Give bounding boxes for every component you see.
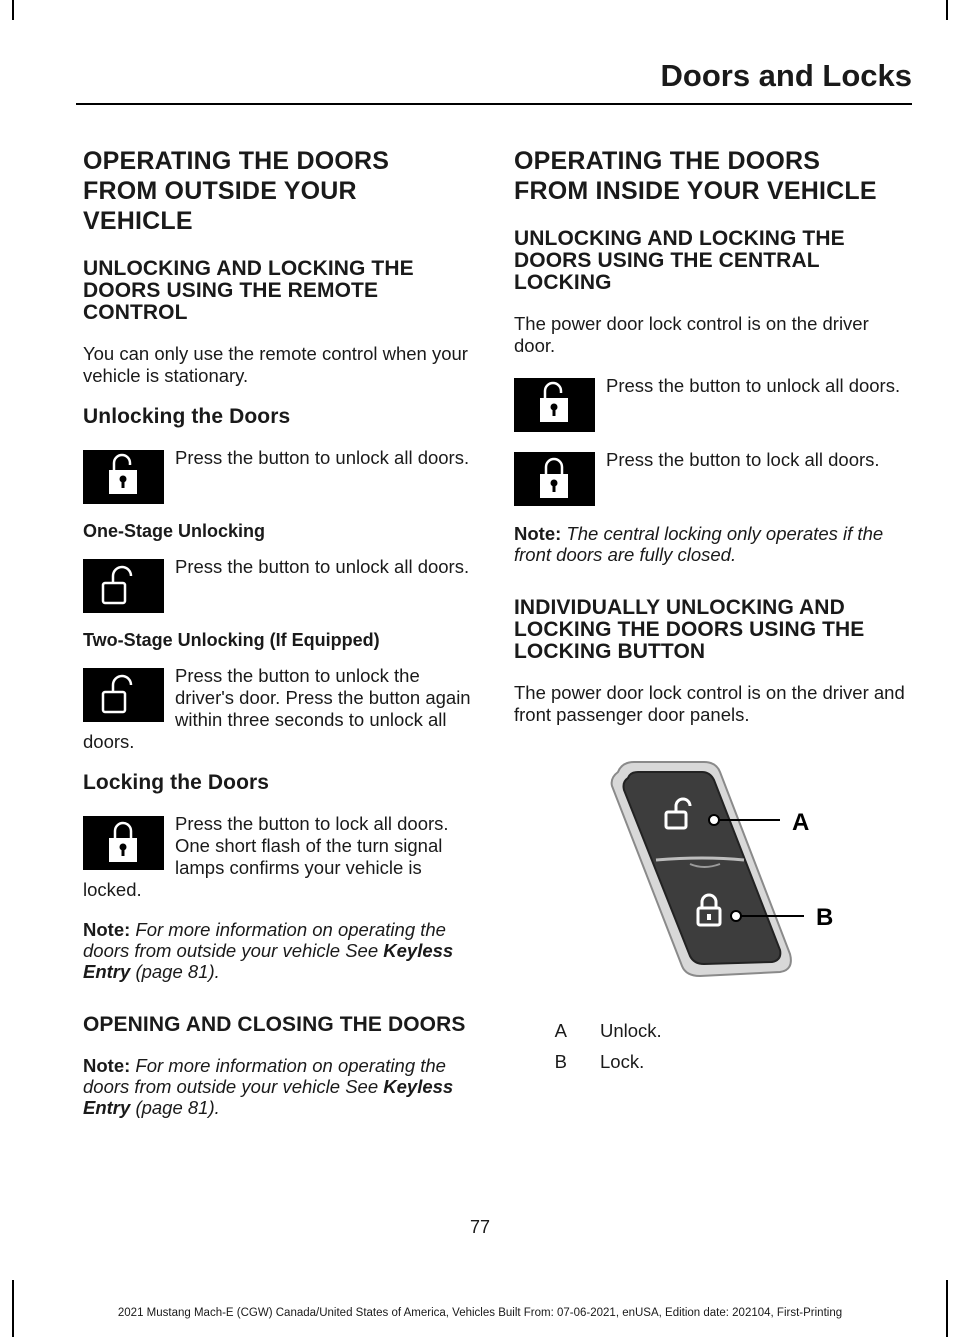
page-reference: (page 81). bbox=[135, 961, 220, 982]
page-number: 77 bbox=[469, 1217, 491, 1237]
key-letter: A bbox=[554, 1020, 567, 1041]
note-keyless-entry-2 bbox=[83, 1055, 475, 1118]
open-padlock-outline-icon bbox=[83, 668, 164, 722]
lock-padlock-icon bbox=[514, 452, 595, 506]
individual-intro-text: The power door lock control is on the driver and front passenger door panels. bbox=[514, 682, 905, 725]
page-header bbox=[0, 58, 912, 94]
callout-b-dot bbox=[731, 911, 741, 921]
two-stage-row bbox=[83, 665, 475, 753]
outside-major-heading-line-1: OPERATING THE DOORS bbox=[83, 147, 390, 175]
header-rule bbox=[76, 103, 912, 105]
crop-mark-top-right bbox=[946, 0, 948, 20]
one-stage-text: Press the button to unlock all doors. bbox=[175, 556, 470, 577]
remote-intro-text: You can only use the remote control when your vehicle is stationary. bbox=[83, 343, 468, 386]
note-text: For more information on operating the doors from outside your vehicle See bbox=[83, 919, 446, 961]
left-column bbox=[83, 146, 475, 1136]
outside-major-heading-line-3: VEHICLE bbox=[83, 207, 193, 235]
key-description: Unlock. bbox=[600, 1020, 662, 1041]
crop-mark-top-left bbox=[12, 0, 14, 20]
keyless-entry-link[interactable]: Keyless Entry bbox=[83, 940, 454, 982]
key-letter: B bbox=[554, 1051, 567, 1072]
outside-major-heading bbox=[83, 146, 475, 236]
individual-locking-heading: INDIVIDUALLY UNLOCKING AND LOCKING THE DOORS USING THE LOCKING BUTTON bbox=[514, 596, 865, 663]
opening-closing-heading: OPENING AND CLOSING THE DOORS bbox=[83, 1013, 466, 1036]
inside-major-heading bbox=[514, 146, 910, 206]
key-description: Lock. bbox=[600, 1051, 645, 1072]
page-reference: (page 81). bbox=[135, 1097, 220, 1118]
central-lock-row bbox=[514, 449, 910, 505]
lock-row bbox=[83, 813, 475, 901]
inside-major-heading-line-1: OPERATING THE DOORS bbox=[514, 147, 821, 175]
page-title: Doors and Locks bbox=[660, 58, 912, 93]
page-footer: 2021 Mustang Mach-E (CGW) Canada/United States of America, Vehicles Built From: 07-06-2021, enUSA, Edition date: 202104, First-Printing bbox=[117, 1307, 843, 1319]
unlock-all-row bbox=[83, 447, 475, 503]
callout-b-label: B bbox=[816, 904, 834, 931]
central-intro-text: The power door lock control is on the driver door. bbox=[514, 313, 869, 356]
lock-padlock-icon bbox=[83, 816, 164, 870]
key-row bbox=[514, 1020, 910, 1042]
lock-text: Press the button to lock all doors. One short flash of the turn signal lamps confirms your vehicle is locked. bbox=[83, 813, 449, 900]
one-stage-row bbox=[83, 556, 475, 612]
callout-a-dot bbox=[709, 815, 719, 825]
unlock-all-text: Press the button to unlock all doors. bbox=[175, 447, 470, 468]
two-stage-heading: Two-Stage Unlocking (If Equipped) bbox=[83, 630, 380, 650]
note-central-locking bbox=[514, 523, 910, 565]
central-locking-heading: UNLOCKING AND LOCKING THE DOORS USING THE CENTRAL LOCKING bbox=[514, 227, 845, 294]
one-stage-heading: One-Stage Unlocking bbox=[83, 521, 266, 541]
note-text: For more information on operating the doors from outside your vehicle See bbox=[83, 1055, 446, 1097]
outside-major-heading-line-2: FROM OUTSIDE YOUR bbox=[83, 177, 357, 205]
central-unlock-row bbox=[514, 375, 910, 431]
door-lock-switch-figure bbox=[514, 744, 910, 1014]
central-lock-text: Press the button to lock all doors. bbox=[606, 449, 880, 470]
open-padlock-outline-icon bbox=[83, 559, 164, 613]
door-lock-switch-illustration bbox=[514, 744, 910, 1014]
unlock-padlock-icon bbox=[514, 378, 595, 432]
callout-a-label: A bbox=[792, 809, 810, 836]
unlock-padlock-icon bbox=[83, 450, 164, 504]
right-column bbox=[514, 146, 910, 1082]
note-label: Note: bbox=[83, 1055, 131, 1076]
remote-control-heading: UNLOCKING AND LOCKING THE DOORS USING THE REMOTE CONTROL bbox=[83, 257, 414, 324]
note-text: The central locking only operates if the front doors are fully closed. bbox=[514, 523, 884, 565]
key-row bbox=[514, 1051, 910, 1073]
note-label: Note: bbox=[514, 523, 562, 544]
central-unlock-text: Press the button to unlock all doors. bbox=[606, 375, 901, 396]
note-keyless-entry-1 bbox=[83, 919, 475, 982]
figure-key-table bbox=[514, 1020, 910, 1073]
locking-heading: Locking the Doors bbox=[83, 771, 270, 794]
note-label: Note: bbox=[83, 919, 131, 940]
unlocking-heading: Unlocking the Doors bbox=[83, 405, 291, 428]
inside-major-heading-line-2: FROM INSIDE YOUR VEHICLE bbox=[514, 177, 877, 205]
keyless-entry-link[interactable]: Keyless Entry bbox=[83, 1076, 454, 1118]
two-stage-text: Press the button to unlock the driver's door. Press the button again within three seconds to unlock all doors. bbox=[83, 665, 471, 752]
